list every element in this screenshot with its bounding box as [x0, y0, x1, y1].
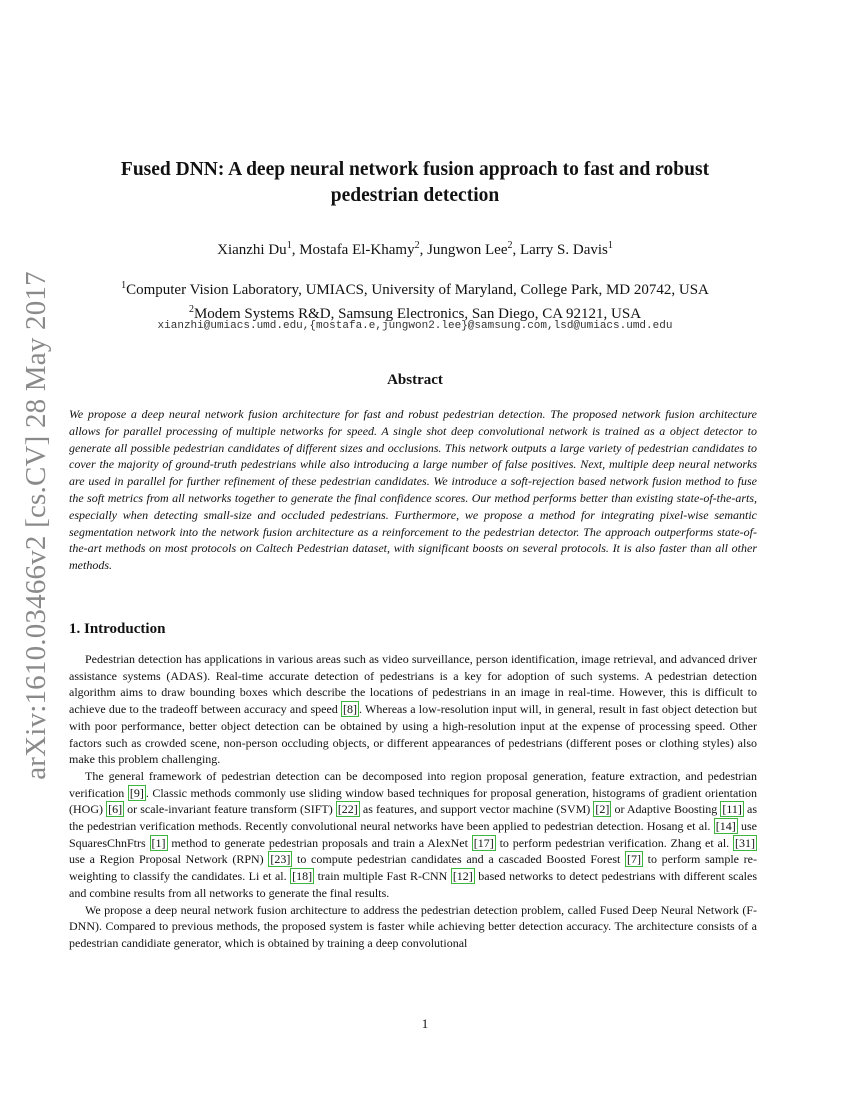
affiliation-mark: 2 — [188, 304, 194, 315]
citation-link[interactable]: [22] — [337, 802, 358, 817]
citation-link[interactable]: [14] — [715, 819, 736, 834]
abstract-heading: Abstract — [387, 372, 443, 388]
title-line-1: Fused DNN: A deep neural network fusion approach to fast and robust — [120, 159, 710, 180]
page-number: 1 — [421, 1016, 429, 1031]
introduction-body — [69, 651, 757, 952]
citation-link[interactable]: [2] — [595, 802, 610, 817]
author-name: Mostafa El-Khamy — [299, 242, 415, 258]
section-heading: 1. Introduction — [69, 621, 166, 637]
author-name: Jungwon Lee — [427, 242, 508, 258]
author-emails: xianzhi@umiacs.umd.edu,{mostafa.e,jungwon2.lee}@samsung.com,lsd@umiacs.umd.edu — [157, 320, 673, 332]
citation-link[interactable]: [6] — [108, 802, 123, 817]
citation-link[interactable]: [18] — [292, 869, 313, 884]
abstract-text: We propose a deep neural network fusion architecture for fast and robust pedestrian detection. The proposed network fusion architecture allows for parallel processing of multiple networks for speed. A single shot deep convolutional network is trained as a object detector to generate all possible pedestrian candidates of different sizes and occlusions. This network outputs a large variety of pedestrian candidates to cover the majority of ground-truth pedestrians while also introducing a large number of false positives. Next, multiple deep neural networks are used in parallel for further refinement of these pedestrian candidates. We introduce a soft-rejection based network fusion method to fuse the soft metrics from all networks together to generate the final confidence scores. Our method performs better than existing state-of-the-arts, especially when detecting small-size and occluded pedestrians. Furthermore, we propose a method for integrating pixel-wise semantic segmentation network into the network fusion architecture as a reinforcement to the pedestrian detector. The approach outperforms state-of-the-art methods on most protocols on Caltech Pedestrian dataset, with significant boosts on several protocols. It is also faster than all other methods. — [69, 407, 757, 573]
author-name: Larry S. Davis — [519, 242, 608, 258]
affiliation-line — [60, 276, 770, 300]
affiliation-text: Modem Systems R&D, Samsung Electronics, San Diego, CA 92121, USA — [193, 306, 642, 322]
author-name: Xianzhi Du — [217, 242, 287, 258]
body-paragraph: Pedestrian detection has applications in various areas such as video surveillance, person identification, image retrieval, and advanced driver assistance systems (ADAS). Real-time accurate detection of pedestrians is a key for adoption of such systems. A pedestrian detection algorithm aims to draw bounding boxes which describe the locations of pedestrians in an image in real-time. However, this is difficult to achieve due to the tradeoff between accuracy and speed [8] . Whereas a low-resolution input will, in general, result in fast object detection but with poor performance, better object detection can be obtained by using a high-resolution input at the expense of processing speed. Other factors such as crowded scene, non-person occluding objects, or different appearances of pedestrians (different poses or clothing styles) also make this problem challenging. — [69, 652, 757, 767]
citation-link[interactable]: [9] — [129, 785, 144, 800]
paper-title — [90, 157, 740, 209]
author-affiliation-mark: 1 — [607, 240, 613, 251]
affiliation-mark: 1 — [121, 280, 127, 291]
title-line-2: pedestrian detection — [330, 185, 500, 206]
affiliations — [60, 276, 770, 324]
citation-link[interactable]: [12] — [452, 869, 473, 884]
arxiv-id: arXiv:1610.03466v2 [cs.CV] 28 May 2017 — [19, 270, 52, 780]
citation-link[interactable]: [31] — [735, 835, 756, 850]
author-affiliation-mark: 1 — [286, 240, 292, 251]
citation-link[interactable]: [11] — [722, 802, 742, 817]
arxiv-watermark — [6, 270, 66, 780]
body-paragraph: We propose a deep neural network fusion architecture to address the pedestrian detection problem, called Fused Deep Neural Network (F-DNN). Compared to previous methods, the proposed system is faster while achieving better detection accuracy. The architecture consists of a pedestrian candidiate generator, which is obtained by training a deep convolutional — [69, 902, 757, 950]
author-affiliation-mark: 2 — [507, 240, 513, 251]
citation-link[interactable]: [17] — [473, 835, 494, 850]
citation-link[interactable]: [8] — [343, 702, 358, 717]
citation-link[interactable]: [7] — [627, 852, 641, 867]
body-paragraph: The general framework of pedestrian detection can be decomposed into region proposal generation, feature extraction, and pedestrian verification [9] . Classic methods commonly use sliding window based techniques for proposal generation, histograms of gradient orientation (HOG) [6] or scale-invariant feature transform (SIFT) [22] as features, and support vector machine (SVM) [2] or Adaptive Boosting [11] as the pedestrian verification methods. Recently convolutional neural networks have been applied to pedestrian detection. Hosang et al. [14] use SquaresChnFtrs [1] method to generate pedestrian proposals and train a AlexNet [17] to perform pedestrian verification. Zhang et al. [31] use a Region Proposal Network (RPN) [23] to compute pedestrian candidates and a cascaded Boosted Forest [7] to perform sample re-weighting to classify the candidates. Li et al. [18] train multiple Fast R-CNN [12] based networks to detect pedestrians with different scales and combine results from all networks to generate the final results. — [69, 768, 758, 900]
citation-link[interactable]: [23] — [270, 852, 291, 867]
author-affiliation-mark: 2 — [414, 240, 420, 251]
affiliation-text: Computer Vision Laboratory, UMIACS, University of Maryland, College Park, MD 20742, USA — [126, 282, 709, 298]
author-list: Xianzhi Du$^1$, Mostafa El-Khamy$^2$, Jungwon Lee$^2$, Larry S. Davis$^1$ — [217, 240, 613, 258]
citation-link[interactable]: [1] — [151, 835, 166, 850]
